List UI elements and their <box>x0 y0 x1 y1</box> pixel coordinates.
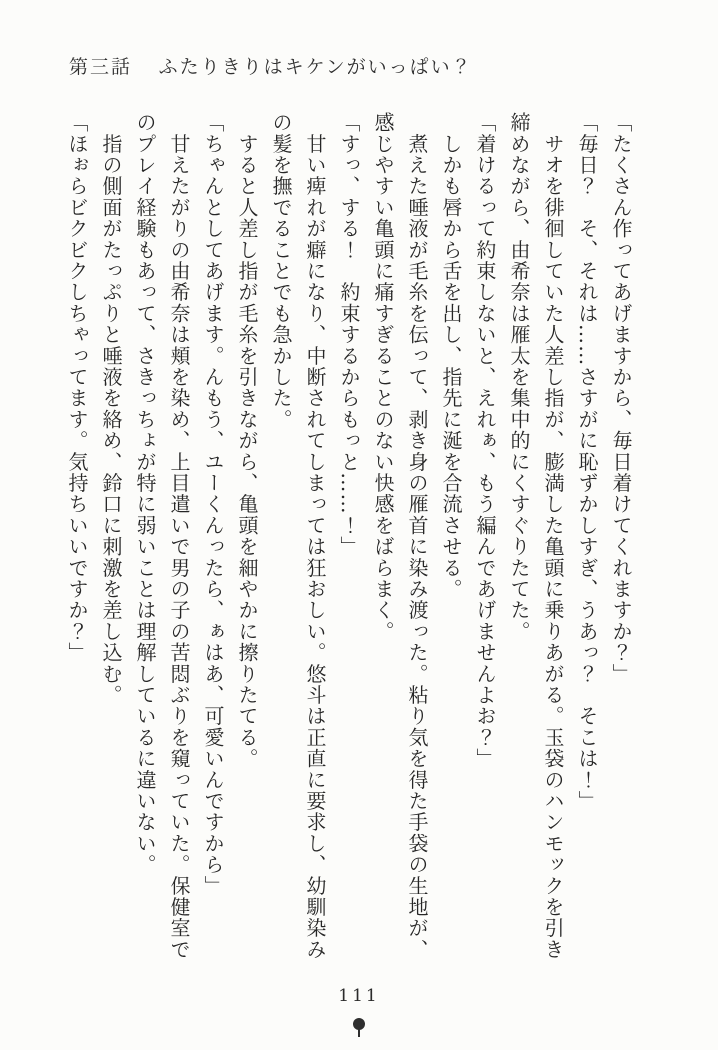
text-line: すると人差し指が毛糸を引きながら、亀頭を細やかに擦りたてる。 <box>235 112 259 770</box>
text-line: 「ほぉらビクビクしちゃってます。気持ちいいですか？」 <box>65 112 89 664</box>
chapter-title: ふたりきりはキケンがいっぱい？ <box>158 56 473 78</box>
text-line: 「すっ、する！ 約束するからもっと……！」 <box>337 112 361 558</box>
text-line: のプレイ経験もあって、さきっちょが特に弱いことは理解しているに違いない。 <box>133 112 157 876</box>
body-text <box>60 112 638 970</box>
chapter-label: 第三話 <box>69 56 133 78</box>
text-line: 甘えたがりの由希奈は頬を染め、上目遣いで男の子の苦悶ぶりを窺っていた。保健室で <box>167 112 191 960</box>
text-line: 締めながら、由希奈は雁太を集中的にくすぐりたてた。 <box>507 112 531 642</box>
text-line: 「たくさん作ってあげますから、毎日着けてくれますか？」 <box>609 112 633 685</box>
pin-stem <box>358 1029 360 1037</box>
decorative-pin-icon <box>353 1018 365 1040</box>
page-number: 111 <box>338 986 380 1006</box>
text-line: 「毎日？ そ、それは……さすがに恥ずかしすぎ、うあっ？ そこは！」 <box>575 112 599 812</box>
text-line: 感じやすい亀頭に痛すぎることのない快感をばらまく。 <box>371 112 395 642</box>
running-head <box>69 52 473 79</box>
page-footer <box>0 986 718 1006</box>
text-line: しかも唇から舌を出し、指先に涎を合流させる。 <box>439 112 463 600</box>
text-line: 煮えた唾液が毛糸を伝って、剥き身の雁首に染み渡った。粘り気を得た手袋の生地が、 <box>405 112 429 960</box>
text-line: 指の側面がたっぷりと唾液を絡め、鈴口に刺激を差し込む。 <box>99 112 123 706</box>
text-line: 「着けるって約束しないと、えれぁ、もう編んであげませんよお？」 <box>473 112 497 770</box>
text-line: サオを徘徊していた人差し指が、膨満した亀頭に乗りあがる。玉袋のハンモックを引き <box>541 112 565 960</box>
text-line: 「ちゃんとしてあげます。んもう、ユーくんったら、ぁはあ、可愛いんですから」 <box>201 112 225 897</box>
text-line: の髪を撫でることでも急かした。 <box>269 112 293 430</box>
text-line: 甘い痺れが癖になり、中断されてしまっては狂おしい。悠斗は正直に要求し、幼馴染み <box>303 112 327 960</box>
